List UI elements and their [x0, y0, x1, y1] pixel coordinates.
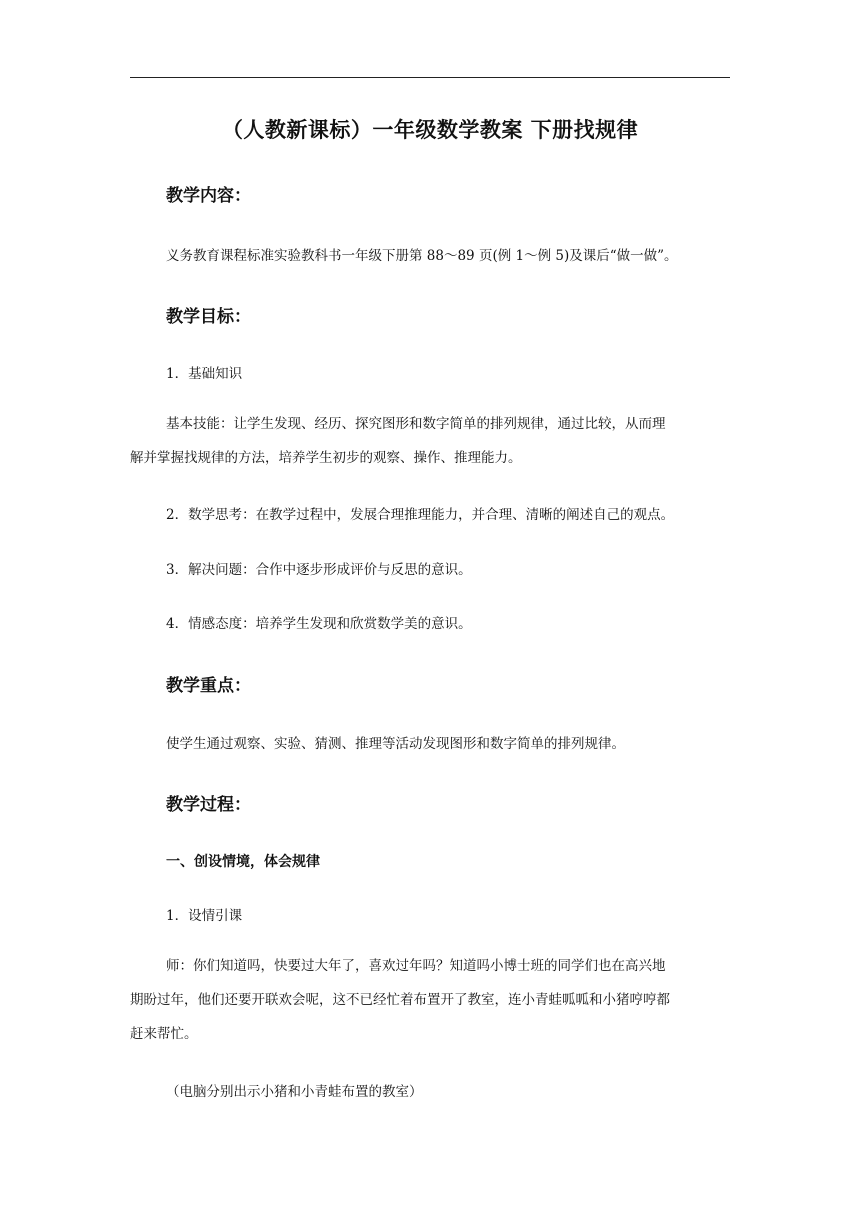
- focus-text: 使学生通过观察、实验、猜测、推理等活动发现图形和数字简单的排列规律。: [166, 736, 625, 752]
- teacher-dialogue: [130, 949, 730, 1051]
- document-title: （人教新课标）一年级数学教案 下册找规律: [221, 118, 639, 142]
- goal-1-detail-line-2: 解并掌握找规律的方法，培养学生初步的观察、操作、推理能力。: [130, 450, 522, 466]
- teacher-dialogue-line-2: 期盼过年，他们还要开联欢会呢，这不已经忙着布置开了教室，连小青蛙呱呱和小猪哼哼都: [130, 992, 670, 1008]
- goal-1: 1．基础知识: [166, 366, 243, 382]
- section-heading-goals: 教学目标：: [166, 307, 251, 327]
- process-step-1: 1．设情引课: [166, 908, 243, 924]
- goal-1-detail-line-1: 基本技能：让学生发现、经历、探究图形和数字简单的排列规律，通过比较，从而理: [166, 416, 666, 432]
- section-heading-process: 教学过程：: [166, 795, 251, 815]
- section-heading-content: 教学内容：: [166, 186, 251, 206]
- header-rule: [130, 77, 730, 78]
- goal-4: 4．情感态度：培养学生发现和欣赏数学美的意识。: [166, 616, 472, 632]
- goal-3: 3．解决问题：合作中逐步形成评价与反思的意识。: [166, 562, 472, 578]
- goal-1-detail: [130, 407, 730, 475]
- content-text: 义务教育课程标准实验教科书一年级下册第 88～89 页(例 1～例 5)及课后“做一做”。: [166, 248, 678, 264]
- teacher-dialogue-line-1: 师：你们知道吗，快要过大年了，喜欢过年吗？知道吗小博士班的同学们也在高兴地: [166, 958, 666, 974]
- classroom-note: （电脑分别出示小猪和小青蛙布置的教室）: [166, 1084, 423, 1100]
- section-heading-focus: 教学重点：: [166, 676, 251, 696]
- goal-2: 2．数学思考：在教学过程中，发展合理推理能力，并合理、清晰的阐述自己的观点。: [166, 507, 675, 523]
- teacher-dialogue-line-3: 赶来帮忙。: [130, 1026, 198, 1042]
- process-subheading-1: 一、创设情境，体会规律: [166, 854, 320, 870]
